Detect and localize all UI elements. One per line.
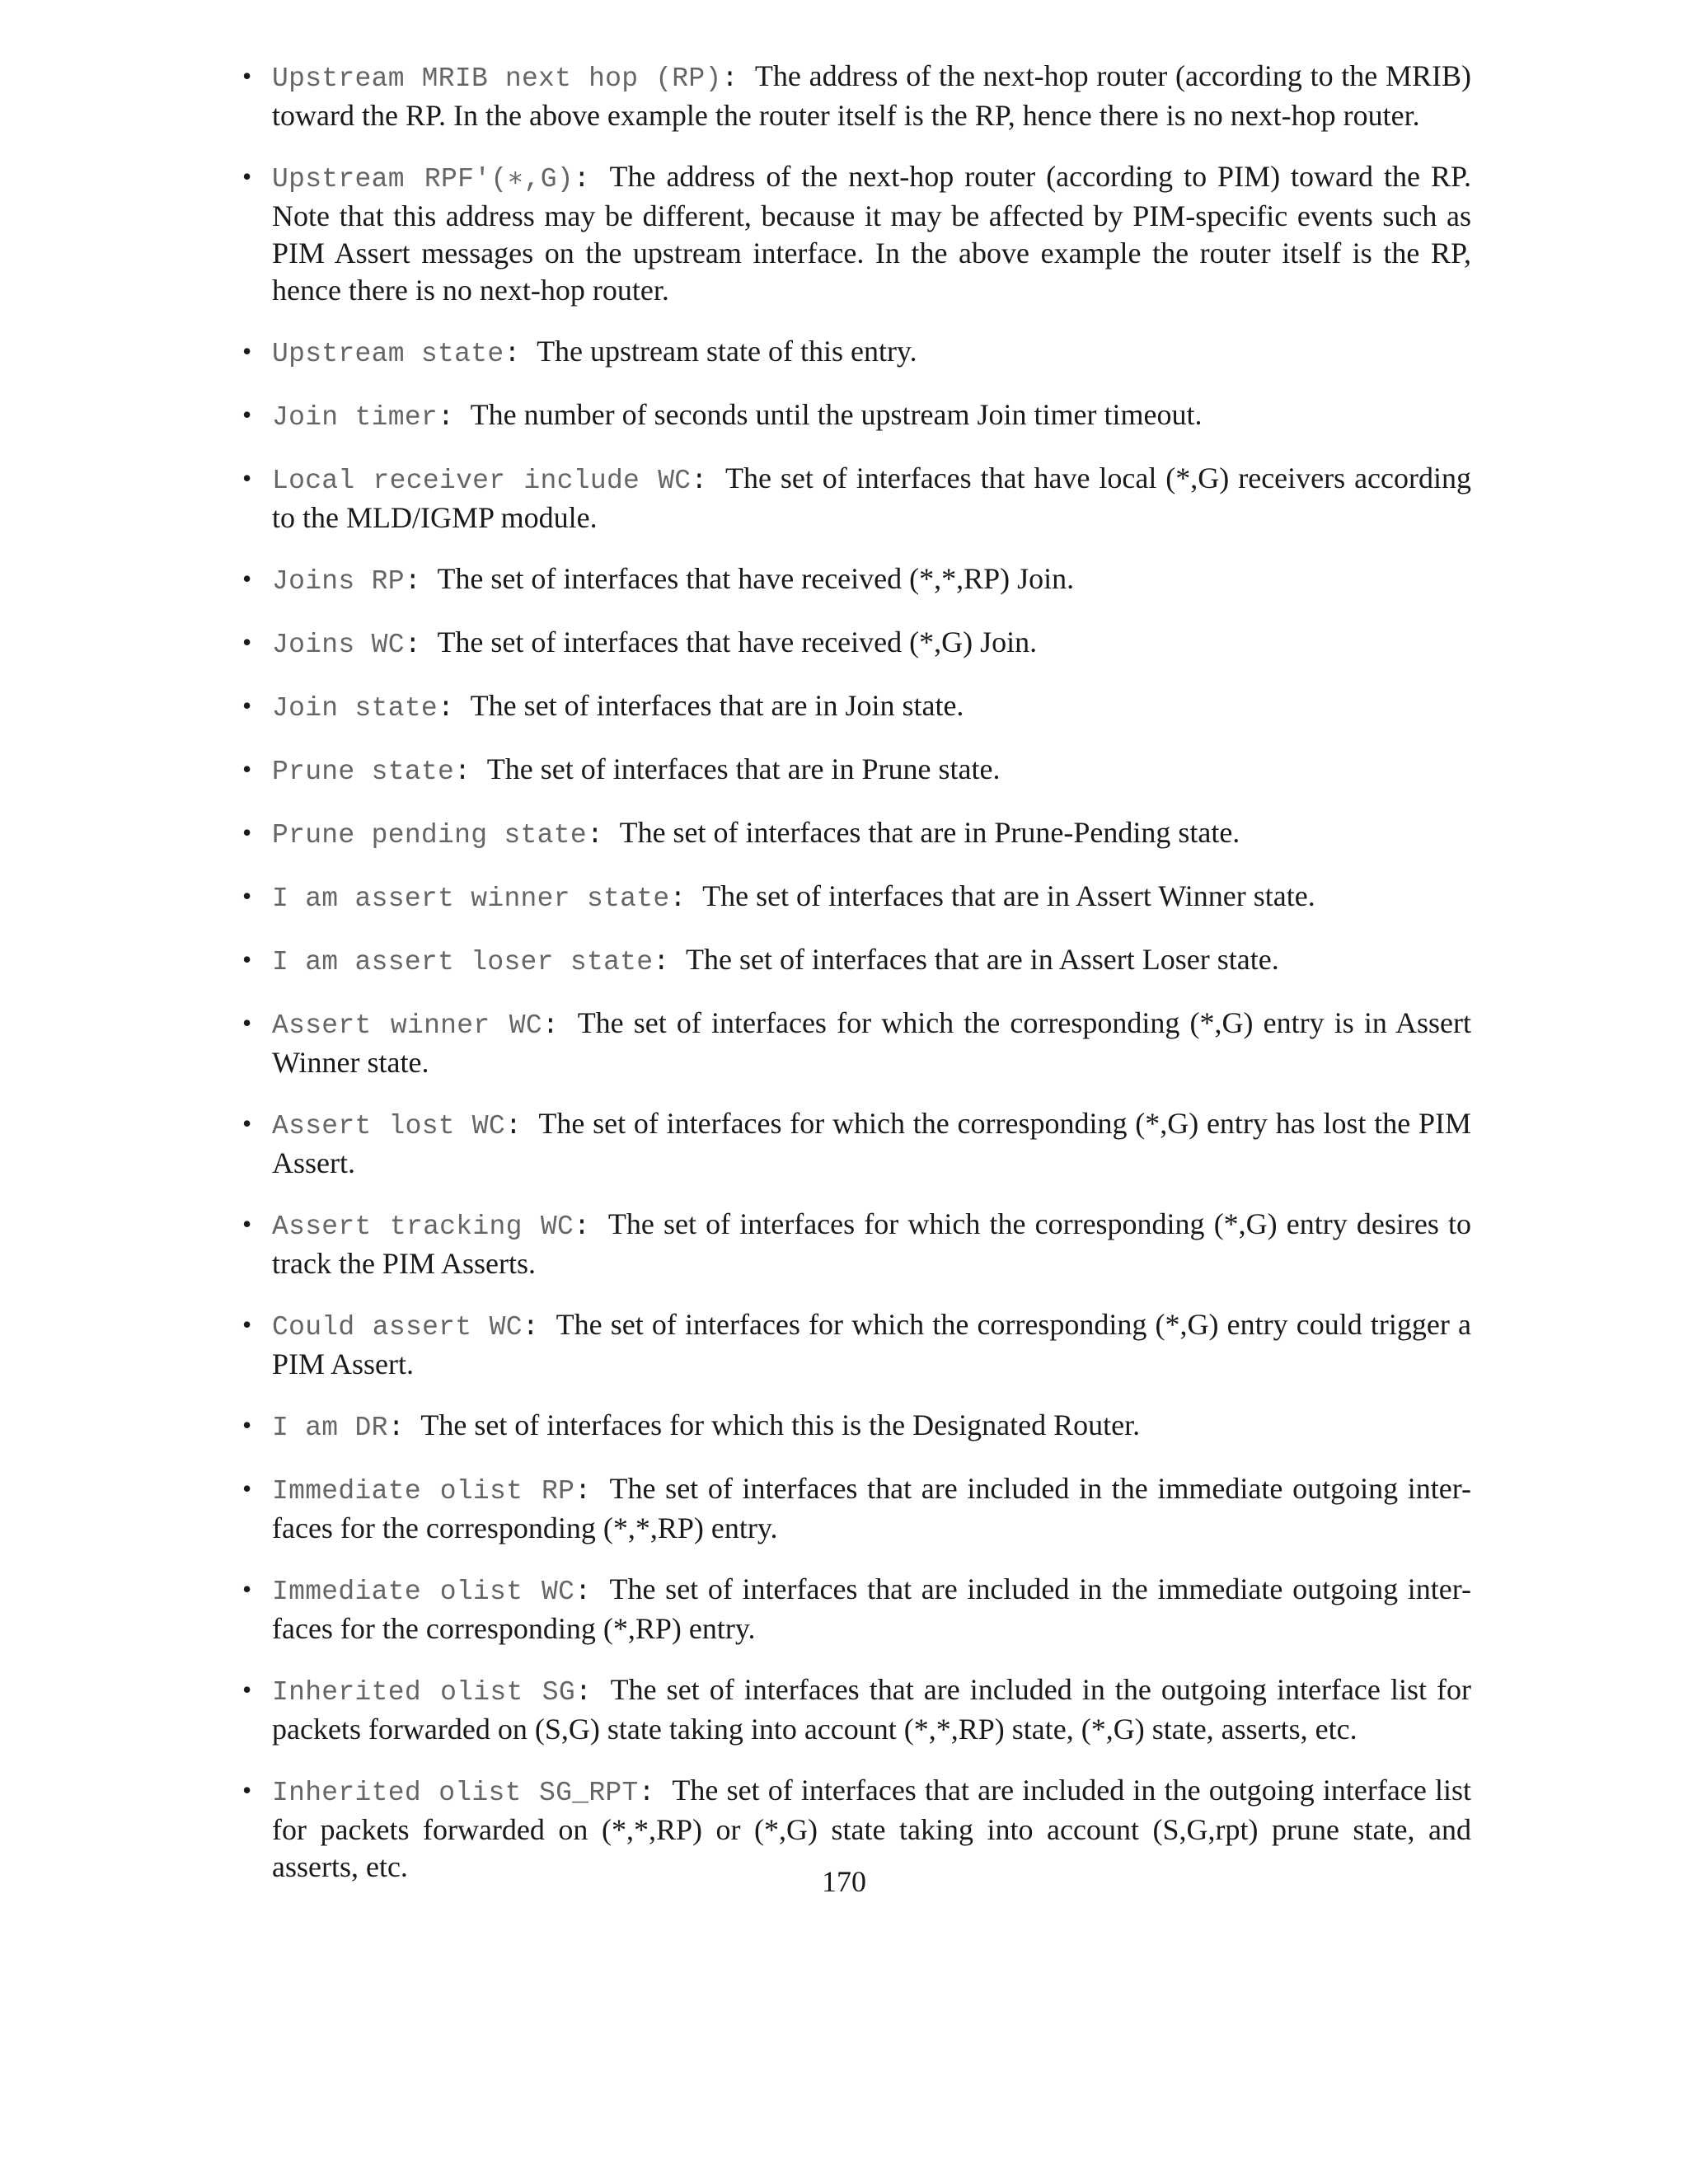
bullet-icon: • (242, 881, 252, 911)
list-item: • Assert lost WC: The set of interfaces for which the corresponding (*,G) entry has lost the PIM Assert. (242, 1107, 1471, 1179)
list-item: • Inherited olist SG_RPT: The set of interfaces that are included in the outgoing interface list for packets forwarded on (*,*,RP) or (*,G) state taking into account (S,G,rpt) prune state, and asserts, etc. (242, 1774, 1471, 1883)
item-description: The set of interfaces that have received (*,*,RP) Join. (437, 562, 1075, 595)
list-item: • Immediate olist RP: The set of interfaces that are included in the immediate outgoing inter-faces for the corresponding (*,*,RP) entry. (242, 1472, 1471, 1544)
bullet-icon: • (242, 818, 252, 847)
item-term: Upstream state (272, 339, 504, 369)
item-term: I am DR (272, 1413, 388, 1443)
page-number: 170 (822, 1865, 866, 1898)
list-item: • Assert tracking WC: The set of interfaces for which the corresponding (*,G) entry desires to track the PIM Asserts. (242, 1207, 1472, 1280)
list-item: • Prune state: The set of interfaces that are in Prune state. (242, 752, 1001, 787)
bullet-icon: • (242, 691, 252, 720)
item-description: The set of interfaces that have local (*,G) receivers according to the MLD/IGMP module. (272, 462, 1471, 534)
item-description: The set of interfaces that are in Prune state. (486, 752, 1001, 785)
item-term: Local receiver include WC (272, 466, 692, 496)
list-item: • Joins WC: The set of interfaces that have received (*,G) Join. (242, 626, 1038, 660)
item-description: The set of interfaces for which the corresponding (*,G) entry desires to track the PIM Asserts. (272, 1207, 1472, 1280)
bullet-icon: • (242, 564, 252, 593)
bullet-icon: • (242, 1008, 252, 1038)
item-term: Assert winner WC (272, 1010, 542, 1041)
list-item: • Prune pending state: The set of interfaces that are in Prune-Pending state. (242, 816, 1240, 851)
item-term: Inherited olist SG (272, 1677, 575, 1708)
item-term: Prune state (272, 757, 455, 787)
list-item: • Local receiver include WC: The set of interfaces that have local (*,G) receivers according to the MLD/IGMP module. (242, 462, 1471, 534)
item-description: The set of interfaces that are in Assert Winner state. (702, 879, 1315, 912)
item-term: Immediate olist WC (272, 1577, 575, 1607)
item-description: The set of interfaces that are included in the immediate outgoing inter-faces for the corresponding (*,*,RP) entry. (272, 1472, 1471, 1544)
bullet-icon: • (242, 944, 252, 974)
definition-list (239, 58, 1471, 1910)
item-description: The address of the next-hop router (according to the MRIB) toward the RP. In the above example the router itself is the RP, hence there is no next-hop router. (272, 59, 1471, 132)
list-item: • Upstream state: The upstream state of this entry. (242, 335, 917, 369)
bullet-icon: • (242, 1574, 252, 1604)
list-item: • Joins RP: The set of interfaces that have received (*,*,RP) Join. (242, 562, 1075, 597)
bullet-icon: • (242, 1108, 252, 1138)
bullet-icon: • (242, 1474, 252, 1503)
item-description: The set of interfaces for which the corresponding (*,G) entry could trigger a PIM Assert. (272, 1308, 1472, 1380)
list-item: • Upstream RPF′(∗,G): The address of the next-hop router (according to PIM) toward the RP. Note that this address may be different, because it may be affected by PIM-specific events such as PIM Assert messages on the upstream interface. In the above example the router itself is the RP, hence there is no next-hop router. (242, 160, 1471, 307)
bullet-icon: • (242, 1775, 252, 1805)
item-description: The set of interfaces for which the corresponding (*,G) entry has lost the PIM Assert. (272, 1107, 1471, 1179)
bullet-icon: • (242, 1410, 252, 1440)
list-item: • Could assert WC: The set of interfaces for which the corresponding (*,G) entry could trigger a PIM Assert. (242, 1308, 1472, 1380)
list-item: • I am assert loser state: The set of interfaces that are in Assert Loser state. (242, 943, 1279, 977)
bullet-icon: • (242, 1209, 252, 1239)
item-description: The set of interfaces that have received (*,G) Join. (437, 626, 1038, 658)
item-term: Joins RP (272, 566, 405, 597)
list-item: • I am DR: The set of interfaces for which this is the Designated Router. (242, 1408, 1141, 1443)
bullet-icon: • (242, 1310, 252, 1339)
item-description: The set of interfaces for which this is the Designated Router. (420, 1408, 1141, 1441)
item-term: I am assert winner state (272, 883, 670, 914)
item-term: Joins WC (272, 630, 405, 660)
item-term: Upstream MRIB next hop (RP) (272, 63, 722, 94)
item-term: Assert lost WC (272, 1111, 505, 1141)
bullet-icon: • (242, 1675, 252, 1704)
bullet-icon: • (242, 463, 252, 493)
list-item: • Upstream MRIB next hop (RP): The address of the next-hop router (according to the MRIB) toward the RP. In the above example the router itself is the RP, hence there is no next-hop router. (242, 59, 1471, 132)
item-term: Join state (272, 693, 438, 724)
list-item: • I am assert winner state: The set of interfaces that are in Assert Winner state. (242, 879, 1315, 914)
bullet-icon: • (242, 754, 252, 784)
item-term: Immediate olist RP (272, 1476, 575, 1507)
item-description: The address of the next-hop router (according to PIM) toward the RP. Note that this address may be different, because it may be affected by PIM-specific events such as PIM Assert messages on the upstream interface. In the above example the router itself is the RP, hence there is no next-hop router. (272, 160, 1471, 307)
item-description: The number of seconds until the upstream Join timer timeout. (470, 398, 1203, 431)
item-description: The upstream state of this entry. (537, 335, 917, 368)
item-term: Join timer (272, 402, 438, 433)
item-description: The set of interfaces for which the corresponding (*,G) entry is in Assert Winner state. (272, 1006, 1472, 1079)
item-description: The set of interfaces that are included in the immediate outgoing inter-faces for the corresponding (*,RP) entry. (272, 1572, 1471, 1645)
item-description: The set of interfaces that are in Join state. (470, 689, 964, 722)
item-term: Assert tracking WC (272, 1212, 574, 1242)
item-description: The set of interfaces that are in Assert Loser state. (685, 943, 1279, 976)
item-description: The set of interfaces that are in Prune-Pending state. (619, 816, 1240, 849)
list-item: • Immediate olist WC: The set of interfaces that are included in the immediate outgoing inter-faces for the corresponding (*,RP) entry. (242, 1572, 1471, 1645)
list-item: • Join state: The set of interfaces that are in Join state. (242, 689, 964, 724)
list-item: • Join timer: The number of seconds until the upstream Join timer timeout. (242, 398, 1203, 433)
item-term: Prune pending state (272, 820, 587, 851)
item-term: I am assert loser state (272, 947, 654, 977)
item-term: Upstream RPF′(∗,G) (272, 164, 574, 194)
item-term: Could assert WC (272, 1312, 523, 1343)
list-item: • Inherited olist SG: The set of interfaces that are included in the outgoing interface list for packets forwarded on (S,G) state taking into account (*,*,RP) state, (*,G) state, asserts, etc. (242, 1673, 1471, 1746)
item-description: The set of interfaces that are included in the outgoing interface list for packets forwarded on (*,*,RP) or (*,G) state taking into account (S,G,rpt) prune state, and asserts, etc. (272, 1774, 1471, 1883)
bullet-icon: • (242, 336, 252, 366)
item-term: Inherited olist SG_RPT (272, 1778, 639, 1808)
bullet-icon: • (242, 400, 252, 429)
list-item: • Assert winner WC: The set of interfaces for which the corresponding (*,G) entry is in Assert Winner state. (242, 1006, 1472, 1079)
bullet-icon: • (242, 61, 252, 91)
bullet-icon: • (242, 162, 252, 191)
item-description: The set of interfaces that are included in the outgoing interface list for packets forwarded on (S,G) state taking into account (*,*,RP) state, (*,G) state, asserts, etc. (272, 1673, 1471, 1746)
bullet-icon: • (242, 627, 252, 657)
